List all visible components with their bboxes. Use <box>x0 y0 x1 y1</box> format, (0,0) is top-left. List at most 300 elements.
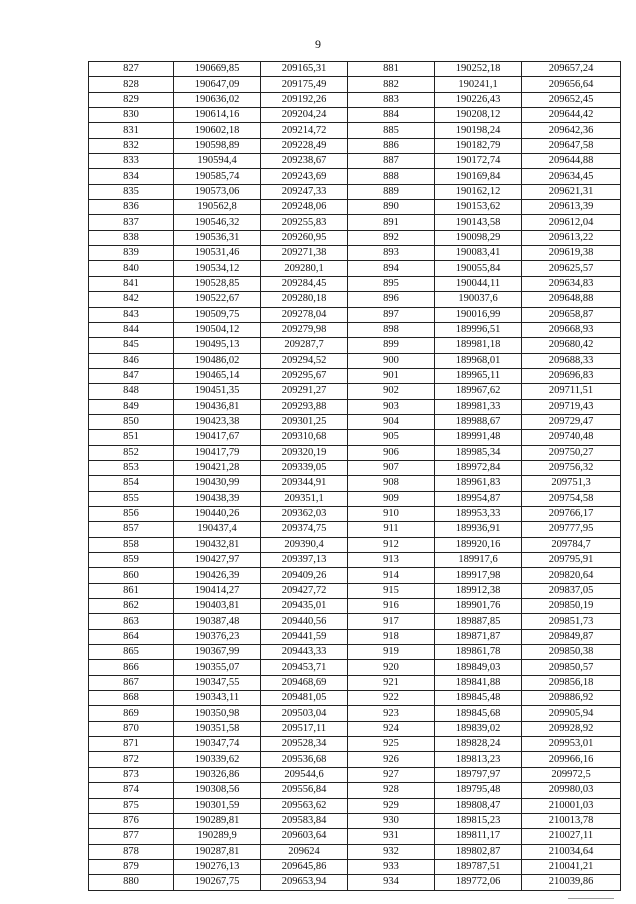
y-coordinate-left-cell: 209243,69 <box>261 169 348 184</box>
y-coordinate-left-cell: 209291,27 <box>261 384 348 399</box>
table-row <box>89 368 621 383</box>
y-coordinate-right-cell: 209668,93 <box>522 322 621 337</box>
point-number-right-cell: 926 <box>348 752 435 767</box>
y-coordinate-right-cell: 209625,57 <box>522 261 621 276</box>
y-coordinate-left-cell: 209583,84 <box>261 813 348 828</box>
y-coordinate-left-cell: 209295,67 <box>261 368 348 383</box>
x-coordinate-left-cell: 190426,39 <box>174 568 261 583</box>
x-coordinate-left-cell: 190347,74 <box>174 737 261 752</box>
y-coordinate-right-cell: 209850,19 <box>522 599 621 614</box>
y-coordinate-right-cell: 209619,38 <box>522 246 621 261</box>
point-number-left-cell: 827 <box>89 62 174 77</box>
y-coordinate-right-cell: 209850,57 <box>522 660 621 675</box>
table-row <box>89 445 621 460</box>
x-coordinate-right-cell: 190153,62 <box>435 200 522 215</box>
point-number-left-cell: 868 <box>89 691 174 706</box>
x-coordinate-right-cell: 190162,12 <box>435 184 522 199</box>
x-coordinate-left-cell: 190387,48 <box>174 614 261 629</box>
point-number-right-cell: 887 <box>348 154 435 169</box>
point-number-left-cell: 848 <box>89 384 174 399</box>
y-coordinate-left-cell: 209255,83 <box>261 215 348 230</box>
x-coordinate-left-cell: 190414,27 <box>174 583 261 598</box>
y-coordinate-right-cell: 209740,48 <box>522 430 621 445</box>
x-coordinate-right-cell: 189887,85 <box>435 614 522 629</box>
y-coordinate-left-cell: 209344,91 <box>261 476 348 491</box>
y-coordinate-right-cell: 209634,45 <box>522 169 621 184</box>
x-coordinate-right-cell: 190098,29 <box>435 230 522 245</box>
x-coordinate-left-cell: 190417,67 <box>174 430 261 445</box>
point-number-right-cell: 890 <box>348 200 435 215</box>
table-row <box>89 230 621 245</box>
point-number-left-cell: 841 <box>89 276 174 291</box>
y-coordinate-right-cell: 209644,42 <box>522 108 621 123</box>
table-row <box>89 476 621 491</box>
x-coordinate-right-cell: 189808,47 <box>435 798 522 813</box>
x-coordinate-left-cell: 190427,97 <box>174 553 261 568</box>
point-number-left-cell: 845 <box>89 338 174 353</box>
y-coordinate-right-cell: 209652,45 <box>522 92 621 107</box>
x-coordinate-left-cell: 190351,58 <box>174 721 261 736</box>
point-number-left-cell: 849 <box>89 399 174 414</box>
point-number-right-cell: 886 <box>348 138 435 153</box>
coordinates-table <box>88 61 621 891</box>
y-coordinate-left-cell: 209374,75 <box>261 522 348 537</box>
table-row <box>89 645 621 660</box>
point-number-left-cell: 869 <box>89 706 174 721</box>
table-row <box>89 184 621 199</box>
point-number-right-cell: 927 <box>348 767 435 782</box>
point-number-right-cell: 900 <box>348 353 435 368</box>
y-coordinate-right-cell: 209647,58 <box>522 138 621 153</box>
point-number-right-cell: 918 <box>348 629 435 644</box>
y-coordinate-left-cell: 209247,33 <box>261 184 348 199</box>
y-coordinate-left-cell: 209544,6 <box>261 767 348 782</box>
y-coordinate-right-cell: 210027,11 <box>522 829 621 844</box>
point-number-left-cell: 839 <box>89 246 174 261</box>
y-coordinate-right-cell: 209642,36 <box>522 123 621 138</box>
point-number-right-cell: 899 <box>348 338 435 353</box>
x-coordinate-right-cell: 189991,48 <box>435 430 522 445</box>
x-coordinate-right-cell: 190169,84 <box>435 169 522 184</box>
table-row <box>89 246 621 261</box>
table-row <box>89 322 621 337</box>
point-number-left-cell: 860 <box>89 568 174 583</box>
y-coordinate-left-cell: 209310,68 <box>261 430 348 445</box>
table-row <box>89 844 621 859</box>
y-coordinate-left-cell: 209390,4 <box>261 537 348 552</box>
y-coordinate-left-cell: 209293,88 <box>261 399 348 414</box>
table-row <box>89 62 621 77</box>
point-number-left-cell: 880 <box>89 875 174 890</box>
table-row <box>89 599 621 614</box>
y-coordinate-left-cell: 209528,34 <box>261 737 348 752</box>
y-coordinate-right-cell: 209648,88 <box>522 292 621 307</box>
y-coordinate-right-cell: 210001,03 <box>522 798 621 813</box>
y-coordinate-right-cell: 210039,86 <box>522 875 621 890</box>
x-coordinate-right-cell: 189787,51 <box>435 859 522 874</box>
table-row <box>89 108 621 123</box>
point-number-right-cell: 920 <box>348 660 435 675</box>
y-coordinate-right-cell: 209905,94 <box>522 706 621 721</box>
y-coordinate-left-cell: 209271,38 <box>261 246 348 261</box>
point-number-left-cell: 865 <box>89 645 174 660</box>
y-coordinate-right-cell: 209784,7 <box>522 537 621 552</box>
point-number-left-cell: 864 <box>89 629 174 644</box>
y-coordinate-right-cell: 209750,27 <box>522 445 621 460</box>
table-row <box>89 138 621 153</box>
x-coordinate-right-cell: 190198,24 <box>435 123 522 138</box>
table-row <box>89 583 621 598</box>
table-row <box>89 399 621 414</box>
y-coordinate-right-cell: 209729,47 <box>522 414 621 429</box>
point-number-left-cell: 833 <box>89 154 174 169</box>
point-number-left-cell: 851 <box>89 430 174 445</box>
x-coordinate-right-cell: 189795,48 <box>435 783 522 798</box>
table-row <box>89 77 621 92</box>
y-coordinate-left-cell: 209339,05 <box>261 460 348 475</box>
point-number-right-cell: 902 <box>348 384 435 399</box>
x-coordinate-left-cell: 190343,11 <box>174 691 261 706</box>
x-coordinate-right-cell: 189841,88 <box>435 675 522 690</box>
point-number-right-cell: 891 <box>348 215 435 230</box>
point-number-right-cell: 932 <box>348 844 435 859</box>
y-coordinate-left-cell: 209624 <box>261 844 348 859</box>
point-number-right-cell: 930 <box>348 813 435 828</box>
x-coordinate-right-cell: 190143,58 <box>435 215 522 230</box>
x-coordinate-left-cell: 190486,02 <box>174 353 261 368</box>
x-coordinate-right-cell: 189936,91 <box>435 522 522 537</box>
point-number-left-cell: 831 <box>89 123 174 138</box>
y-coordinate-right-cell: 209849,87 <box>522 629 621 644</box>
point-number-right-cell: 885 <box>348 123 435 138</box>
y-coordinate-right-cell: 209856,18 <box>522 675 621 690</box>
point-number-left-cell: 859 <box>89 553 174 568</box>
point-number-right-cell: 925 <box>348 737 435 752</box>
x-coordinate-left-cell: 190585,74 <box>174 169 261 184</box>
point-number-right-cell: 921 <box>348 675 435 690</box>
y-coordinate-left-cell: 209284,45 <box>261 276 348 291</box>
x-coordinate-left-cell: 190287,81 <box>174 844 261 859</box>
y-coordinate-left-cell: 209441,59 <box>261 629 348 644</box>
x-coordinate-right-cell: 189861,78 <box>435 645 522 660</box>
y-coordinate-right-cell: 209756,32 <box>522 460 621 475</box>
point-number-right-cell: 898 <box>348 322 435 337</box>
table-row <box>89 307 621 322</box>
point-number-right-cell: 931 <box>348 829 435 844</box>
y-coordinate-right-cell: 209658,87 <box>522 307 621 322</box>
table-row <box>89 706 621 721</box>
x-coordinate-right-cell: 190055,84 <box>435 261 522 276</box>
x-coordinate-right-cell: 189813,23 <box>435 752 522 767</box>
point-number-right-cell: 913 <box>348 553 435 568</box>
point-number-left-cell: 874 <box>89 783 174 798</box>
x-coordinate-left-cell: 190531,46 <box>174 246 261 261</box>
table-row <box>89 123 621 138</box>
point-number-left-cell: 846 <box>89 353 174 368</box>
y-coordinate-right-cell: 209820,64 <box>522 568 621 583</box>
x-coordinate-left-cell: 190504,12 <box>174 322 261 337</box>
point-number-left-cell: 878 <box>89 844 174 859</box>
table-row <box>89 506 621 521</box>
table-row <box>89 752 621 767</box>
y-coordinate-right-cell: 209613,22 <box>522 230 621 245</box>
x-coordinate-left-cell: 190403,81 <box>174 599 261 614</box>
x-coordinate-left-cell: 190546,32 <box>174 215 261 230</box>
y-coordinate-right-cell: 209696,83 <box>522 368 621 383</box>
point-number-left-cell: 871 <box>89 737 174 752</box>
y-coordinate-left-cell: 209397,13 <box>261 553 348 568</box>
x-coordinate-right-cell: 189954,87 <box>435 491 522 506</box>
y-coordinate-left-cell: 209287,7 <box>261 338 348 353</box>
y-coordinate-left-cell: 209214,72 <box>261 123 348 138</box>
point-number-right-cell: 905 <box>348 430 435 445</box>
x-coordinate-right-cell: 190037,6 <box>435 292 522 307</box>
table-row <box>89 813 621 828</box>
x-coordinate-left-cell: 190437,4 <box>174 522 261 537</box>
y-coordinate-right-cell: 209766,17 <box>522 506 621 521</box>
y-coordinate-left-cell: 209351,1 <box>261 491 348 506</box>
footer-divider <box>568 898 614 899</box>
x-coordinate-right-cell: 189828,24 <box>435 737 522 752</box>
point-number-right-cell: 928 <box>348 783 435 798</box>
point-number-left-cell: 879 <box>89 859 174 874</box>
y-coordinate-left-cell: 209453,71 <box>261 660 348 675</box>
x-coordinate-right-cell: 190172,74 <box>435 154 522 169</box>
y-coordinate-left-cell: 209443,33 <box>261 645 348 660</box>
point-number-left-cell: 844 <box>89 322 174 337</box>
y-coordinate-right-cell: 209928,92 <box>522 721 621 736</box>
point-number-right-cell: 884 <box>348 108 435 123</box>
x-coordinate-right-cell: 189920,16 <box>435 537 522 552</box>
point-number-right-cell: 916 <box>348 599 435 614</box>
coordinates-table-body <box>89 62 621 891</box>
y-coordinate-left-cell: 209481,05 <box>261 691 348 706</box>
y-coordinate-right-cell: 209613,39 <box>522 200 621 215</box>
x-coordinate-right-cell: 189972,84 <box>435 460 522 475</box>
table-row <box>89 737 621 752</box>
y-coordinate-right-cell: 209711,51 <box>522 384 621 399</box>
x-coordinate-right-cell: 189988,67 <box>435 414 522 429</box>
y-coordinate-left-cell: 209409,26 <box>261 568 348 583</box>
page-number: 9 <box>315 37 321 51</box>
y-coordinate-left-cell: 209645,86 <box>261 859 348 874</box>
table-row <box>89 568 621 583</box>
x-coordinate-left-cell: 190495,13 <box>174 338 261 353</box>
x-coordinate-left-cell: 190417,79 <box>174 445 261 460</box>
x-coordinate-right-cell: 190083,41 <box>435 246 522 261</box>
y-coordinate-left-cell: 209165,31 <box>261 62 348 77</box>
x-coordinate-left-cell: 190289,81 <box>174 813 261 828</box>
y-coordinate-right-cell: 209634,83 <box>522 276 621 291</box>
point-number-right-cell: 917 <box>348 614 435 629</box>
table-row <box>89 537 621 552</box>
point-number-left-cell: 838 <box>89 230 174 245</box>
table-row <box>89 522 621 537</box>
x-coordinate-left-cell: 190536,31 <box>174 230 261 245</box>
point-number-left-cell: 850 <box>89 414 174 429</box>
y-coordinate-left-cell: 209294,52 <box>261 353 348 368</box>
y-coordinate-left-cell: 209563,62 <box>261 798 348 813</box>
point-number-right-cell: 907 <box>348 460 435 475</box>
x-coordinate-left-cell: 190276,13 <box>174 859 261 874</box>
x-coordinate-right-cell: 189845,68 <box>435 706 522 721</box>
y-coordinate-left-cell: 209248,06 <box>261 200 348 215</box>
y-coordinate-left-cell: 209536,68 <box>261 752 348 767</box>
table-row <box>89 660 621 675</box>
point-number-left-cell: 858 <box>89 537 174 552</box>
point-number-left-cell: 873 <box>89 767 174 782</box>
x-coordinate-left-cell: 190440,26 <box>174 506 261 521</box>
point-number-right-cell: 934 <box>348 875 435 890</box>
y-coordinate-left-cell: 209228,49 <box>261 138 348 153</box>
y-coordinate-right-cell: 209953,01 <box>522 737 621 752</box>
y-coordinate-right-cell: 209837,05 <box>522 583 621 598</box>
x-coordinate-left-cell: 190438,39 <box>174 491 261 506</box>
y-coordinate-right-cell: 209966,16 <box>522 752 621 767</box>
x-coordinate-left-cell: 190573,06 <box>174 184 261 199</box>
y-coordinate-left-cell: 209260,95 <box>261 230 348 245</box>
point-number-left-cell: 872 <box>89 752 174 767</box>
table-row <box>89 200 621 215</box>
x-coordinate-left-cell: 190522,67 <box>174 292 261 307</box>
y-coordinate-right-cell: 209886,92 <box>522 691 621 706</box>
x-coordinate-right-cell: 189965,11 <box>435 368 522 383</box>
y-coordinate-left-cell: 209603,64 <box>261 829 348 844</box>
y-coordinate-left-cell: 209653,94 <box>261 875 348 890</box>
x-coordinate-left-cell: 190308,56 <box>174 783 261 798</box>
table-row <box>89 783 621 798</box>
x-coordinate-left-cell: 190562,8 <box>174 200 261 215</box>
table-row <box>89 675 621 690</box>
point-number-right-cell: 914 <box>348 568 435 583</box>
point-number-right-cell: 892 <box>348 230 435 245</box>
x-coordinate-left-cell: 190350,98 <box>174 706 261 721</box>
x-coordinate-right-cell: 190241,1 <box>435 77 522 92</box>
point-number-left-cell: 875 <box>89 798 174 813</box>
y-coordinate-left-cell: 209280,1 <box>261 261 348 276</box>
y-coordinate-left-cell: 209279,98 <box>261 322 348 337</box>
x-coordinate-left-cell: 190451,35 <box>174 384 261 399</box>
point-number-right-cell: 915 <box>348 583 435 598</box>
point-number-left-cell: 870 <box>89 721 174 736</box>
table-row <box>89 276 621 291</box>
y-coordinate-right-cell: 209777,95 <box>522 522 621 537</box>
point-number-left-cell: 867 <box>89 675 174 690</box>
x-coordinate-right-cell: 190182,79 <box>435 138 522 153</box>
point-number-right-cell: 912 <box>348 537 435 552</box>
table-row <box>89 829 621 844</box>
y-coordinate-left-cell: 209517,11 <box>261 721 348 736</box>
y-coordinate-left-cell: 209204,24 <box>261 108 348 123</box>
y-coordinate-left-cell: 209362,03 <box>261 506 348 521</box>
y-coordinate-right-cell: 209851,73 <box>522 614 621 629</box>
x-coordinate-left-cell: 190326,86 <box>174 767 261 782</box>
table-row <box>89 767 621 782</box>
x-coordinate-left-cell: 190436,81 <box>174 399 261 414</box>
table-row <box>89 430 621 445</box>
y-coordinate-left-cell: 209320,19 <box>261 445 348 460</box>
x-coordinate-right-cell: 189912,38 <box>435 583 522 598</box>
x-coordinate-right-cell: 189917,6 <box>435 553 522 568</box>
table-row <box>89 292 621 307</box>
table-row <box>89 721 621 736</box>
x-coordinate-right-cell: 189981,18 <box>435 338 522 353</box>
x-coordinate-right-cell: 189967,62 <box>435 384 522 399</box>
point-number-right-cell: 894 <box>348 261 435 276</box>
point-number-left-cell: 863 <box>89 614 174 629</box>
y-coordinate-right-cell: 209644,88 <box>522 154 621 169</box>
x-coordinate-left-cell: 190647,09 <box>174 77 261 92</box>
point-number-right-cell: 888 <box>348 169 435 184</box>
table-row <box>89 169 621 184</box>
x-coordinate-left-cell: 190534,12 <box>174 261 261 276</box>
x-coordinate-right-cell: 189871,87 <box>435 629 522 644</box>
x-coordinate-right-cell: 189968,01 <box>435 353 522 368</box>
y-coordinate-right-cell: 210013,78 <box>522 813 621 828</box>
y-coordinate-left-cell: 209280,18 <box>261 292 348 307</box>
y-coordinate-left-cell: 209435,01 <box>261 599 348 614</box>
y-coordinate-right-cell: 209751,3 <box>522 476 621 491</box>
y-coordinate-right-cell: 209656,64 <box>522 77 621 92</box>
x-coordinate-left-cell: 190423,38 <box>174 414 261 429</box>
x-coordinate-right-cell: 190226,43 <box>435 92 522 107</box>
x-coordinate-left-cell: 190376,23 <box>174 629 261 644</box>
y-coordinate-left-cell: 209503,04 <box>261 706 348 721</box>
table-row <box>89 414 621 429</box>
x-coordinate-left-cell: 190594,4 <box>174 154 261 169</box>
point-number-left-cell: 862 <box>89 599 174 614</box>
point-number-right-cell: 929 <box>348 798 435 813</box>
point-number-right-cell: 897 <box>348 307 435 322</box>
point-number-left-cell: 836 <box>89 200 174 215</box>
x-coordinate-right-cell: 190208,12 <box>435 108 522 123</box>
x-coordinate-right-cell: 190044,11 <box>435 276 522 291</box>
x-coordinate-right-cell: 190016,99 <box>435 307 522 322</box>
point-number-left-cell: 843 <box>89 307 174 322</box>
y-coordinate-right-cell: 209850,38 <box>522 645 621 660</box>
point-number-right-cell: 911 <box>348 522 435 537</box>
y-coordinate-right-cell: 210041,21 <box>522 859 621 874</box>
x-coordinate-left-cell: 190301,59 <box>174 798 261 813</box>
table-row <box>89 353 621 368</box>
x-coordinate-right-cell: 189996,51 <box>435 322 522 337</box>
point-number-right-cell: 904 <box>348 414 435 429</box>
point-number-left-cell: 835 <box>89 184 174 199</box>
x-coordinate-right-cell: 190252,18 <box>435 62 522 77</box>
x-coordinate-right-cell: 189772,06 <box>435 875 522 890</box>
y-coordinate-right-cell: 209972,5 <box>522 767 621 782</box>
table-row <box>89 691 621 706</box>
x-coordinate-left-cell: 190528,85 <box>174 276 261 291</box>
y-coordinate-left-cell: 209556,84 <box>261 783 348 798</box>
table-row <box>89 859 621 874</box>
point-number-left-cell: 861 <box>89 583 174 598</box>
x-coordinate-left-cell: 190669,85 <box>174 62 261 77</box>
point-number-right-cell: 896 <box>348 292 435 307</box>
x-coordinate-left-cell: 190636,02 <box>174 92 261 107</box>
x-coordinate-right-cell: 189815,23 <box>435 813 522 828</box>
y-coordinate-left-cell: 209238,67 <box>261 154 348 169</box>
point-number-right-cell: 883 <box>348 92 435 107</box>
x-coordinate-left-cell: 190339,62 <box>174 752 261 767</box>
point-number-left-cell: 852 <box>89 445 174 460</box>
point-number-left-cell: 866 <box>89 660 174 675</box>
table-row <box>89 215 621 230</box>
x-coordinate-left-cell: 190367,99 <box>174 645 261 660</box>
table-row <box>89 798 621 813</box>
x-coordinate-right-cell: 189845,48 <box>435 691 522 706</box>
y-coordinate-left-cell: 209440,56 <box>261 614 348 629</box>
